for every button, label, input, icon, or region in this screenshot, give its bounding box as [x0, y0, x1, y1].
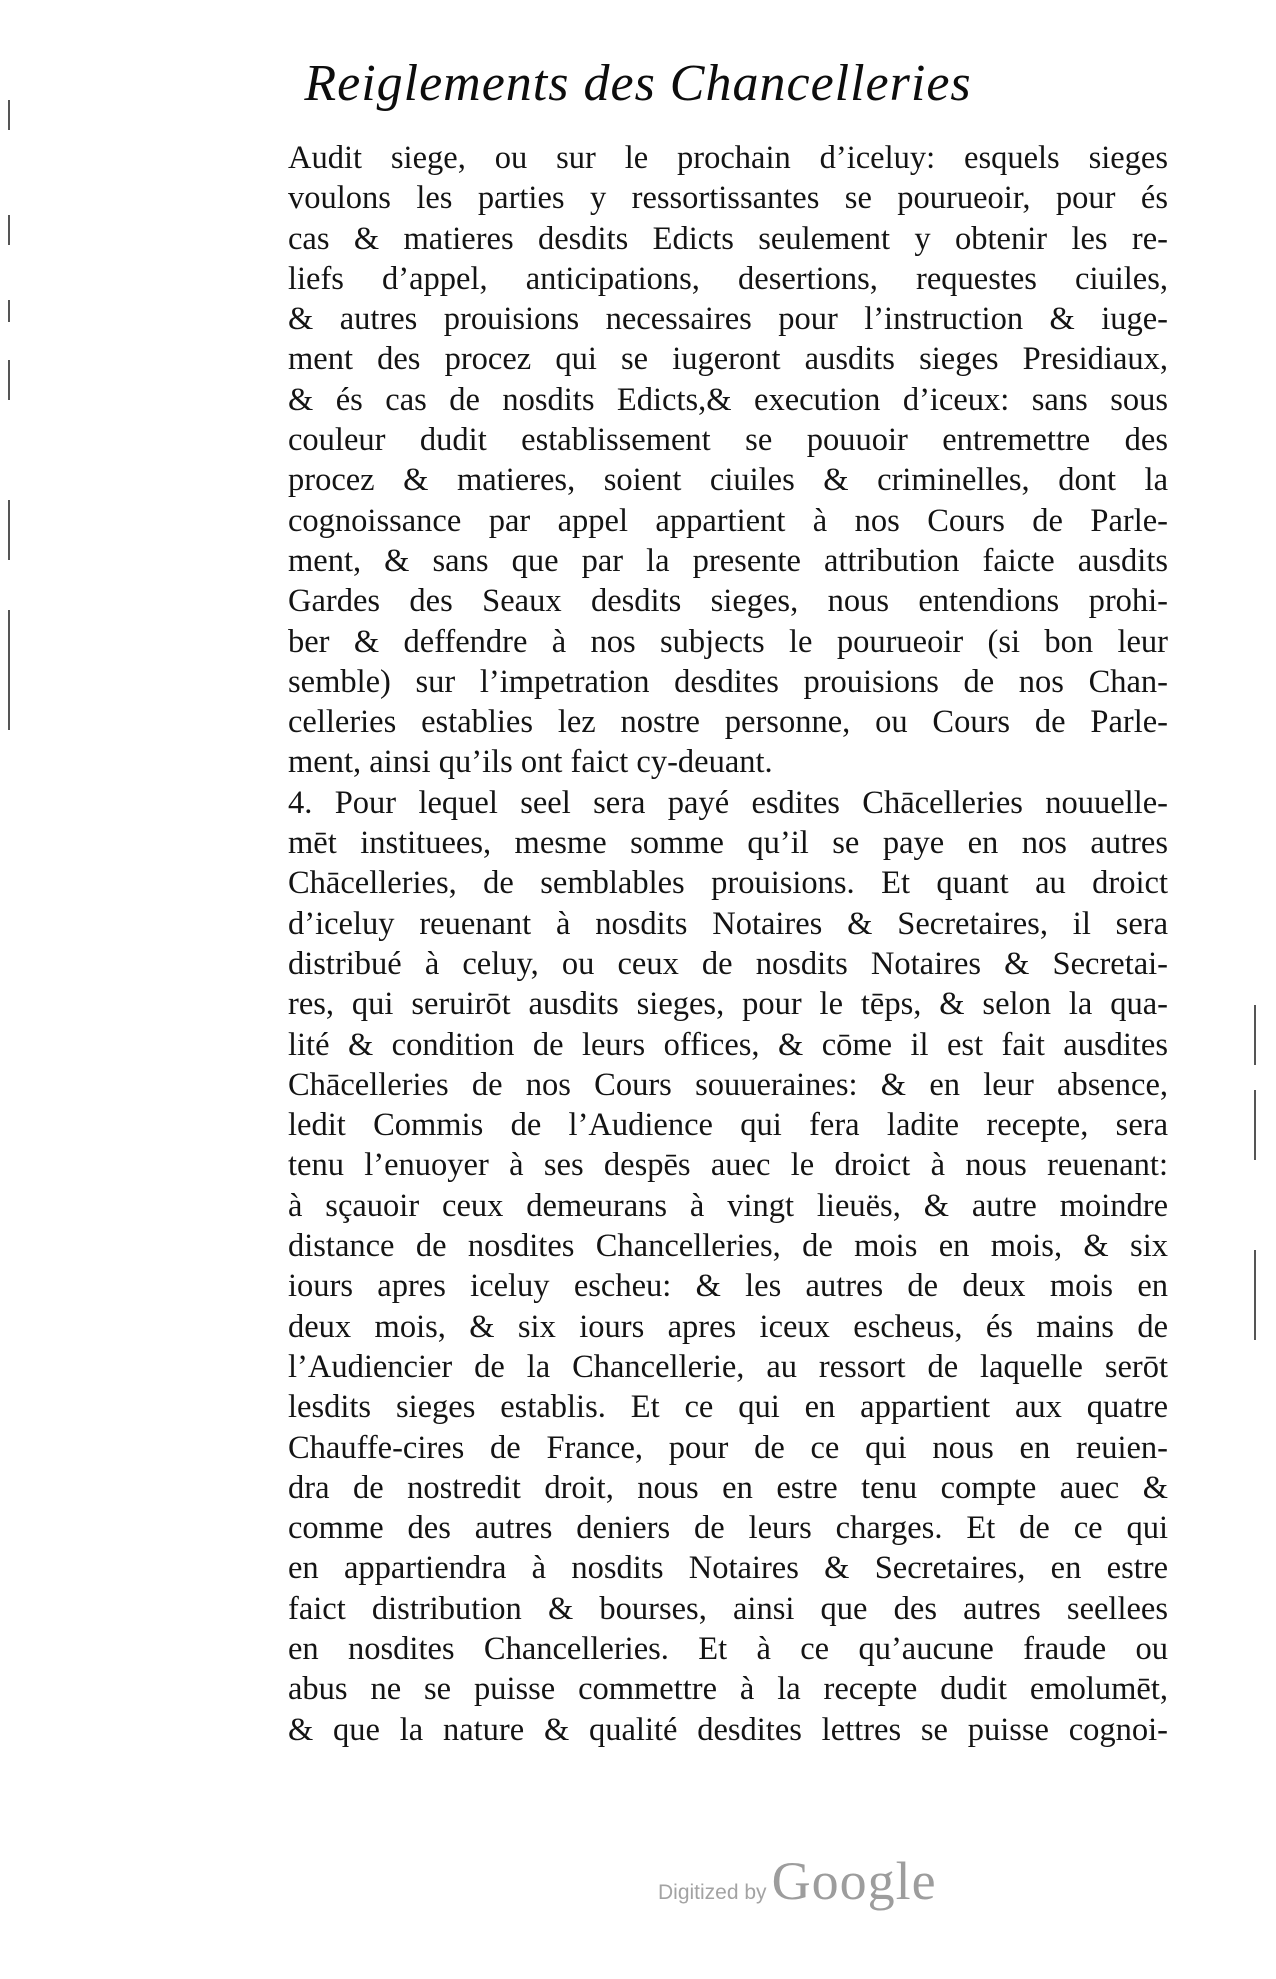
- text-line: l’Audiencier de la Chancellerie, au ressort de laquelle serōt: [288, 1348, 1168, 1385]
- margin-tick: [8, 360, 10, 400]
- text-line: cas & matieres desdits Edicts seulement y obtenir les re-: [288, 220, 1168, 257]
- text-line: abus ne se puisse commettre à la recepte dudit emolumēt,: [288, 1671, 1168, 1708]
- text-line: & que la nature & qualité desdites lettres se puisse cognoi-: [288, 1711, 1168, 1748]
- text-line: distance de nosdites Chancelleries, de mois en mois, & six: [288, 1228, 1168, 1265]
- margin-tick: [1254, 1250, 1256, 1340]
- text-line: voulons les parties y ressortissantes se pourueoir, pour és: [288, 180, 1168, 217]
- text-line: mēt instituees, mesme somme qu’il se paye en nos autres: [288, 825, 1168, 862]
- text-line: tenu l’enuoyer à ses despēs auec le droict à nous reuenant:: [288, 1147, 1168, 1184]
- text-line: couleur dudit establissement se pouuoir entremettre des: [288, 422, 1168, 459]
- margin-tick: [8, 500, 10, 560]
- text-line: d’iceluy reuenant à nosdits Notaires & Secretaires, il sera: [288, 905, 1168, 942]
- text-line: iours apres iceluy escheu: & les autres de deux mois en: [288, 1268, 1168, 1305]
- text-line: procez & matieres, soient ciuiles & criminelles, dont la: [288, 462, 1168, 499]
- text-line: dra de nostredit droit, nous en estre tenu compte auec &: [288, 1469, 1168, 1506]
- text-line: res, qui seruirōt ausdits sieges, pour le tēps, & selon la qua-: [288, 986, 1168, 1023]
- text-line: Chācelleries, de semblables prouisions. Et quant au droict: [288, 865, 1168, 902]
- body-text: [288, 138, 1168, 1750]
- text-line: en appartiendra à nosdits Notaires & Secretaires, en estre: [288, 1550, 1168, 1587]
- text-line: Audit siege, ou sur le prochain d’iceluy: esquels sieges: [288, 140, 1168, 176]
- text-line: & autres prouisions necessaires pour l’instruction & iuge-: [288, 301, 1168, 338]
- watermark-prefix: Digitized by: [658, 1881, 767, 1904]
- margin-tick: [8, 300, 10, 322]
- text-line: ment, & sans que par la presente attribution faicte ausdits: [288, 542, 1168, 579]
- margin-tick: [8, 215, 10, 245]
- text-line: Chauffe-cires de France, pour de ce qui nous en reuien-: [288, 1429, 1168, 1466]
- text-line: 4. Pour lequel seel sera payé esdites Chācelleries nouuelle-: [288, 784, 1168, 821]
- margin-tick: [1254, 1005, 1256, 1065]
- text-line: ledit Commis de l’Audience qui fera ladite recepte, sera: [288, 1107, 1168, 1144]
- google-wordmark: Google: [771, 1851, 937, 1911]
- right-margin-marks: [1250, 0, 1270, 1979]
- text-line: lesdits sieges establis. Et ce qui en appartient aux quatre: [288, 1389, 1168, 1426]
- text-line: ment des procez qui se iugeront ausdits sieges Presidiaux,: [288, 341, 1168, 378]
- text-line: Chācelleries de nos Cours souueraines: & en leur absence,: [288, 1066, 1168, 1103]
- digitized-by-google-watermark: [658, 1850, 998, 1910]
- text-line: à sçauoir ceux demeurans à vingt lieuës, & autre moindre: [288, 1187, 1168, 1224]
- text-line: ber & deffendre à nos subjects le pourueoir (si bon leur: [288, 623, 1168, 660]
- text-line: faict distribution & bourses, ainsi que des autres seellees: [288, 1590, 1168, 1627]
- left-margin-marks: [0, 0, 30, 800]
- text-line: lité & condition de leurs offices, & cōme il est fait ausdites: [288, 1026, 1168, 1063]
- text-line: en nosdites Chancelleries. Et à ce qu’aucune fraude ou: [288, 1630, 1168, 1667]
- text-line: liefs d’appel, anticipations, desertions, requestes ciuiles,: [288, 260, 1168, 297]
- running-head: Reiglements des Chancelleries: [304, 55, 972, 112]
- margin-tick: [1254, 1090, 1256, 1160]
- text-line: & és cas de nosdits Edicts,& execution d’iceux: sans sous: [288, 381, 1168, 418]
- text-line: cognoissance par appel appartient à nos Cours de Parle-: [288, 502, 1168, 539]
- text-line: deux mois, & six iours apres iceux escheus, és mains de: [288, 1308, 1168, 1345]
- margin-tick: [8, 610, 10, 730]
- text-line: celleries establies lez nostre personne, ou Cours de Parle-: [288, 704, 1168, 741]
- text-line: distribué à celuy, ou ceux de nosdits Notaires & Secretai-: [288, 945, 1168, 982]
- text-line: semble) sur l’impetration desdites prouisions de nos Chan-: [288, 663, 1168, 700]
- text-line: ment, ainsi qu’ils ont faict cy-deuant.: [288, 744, 773, 781]
- text-line: Gardes des Seaux desdits sieges, nous entendions prohi-: [288, 583, 1168, 620]
- text-line: comme des autres deniers de leurs charges. Et de ce qui: [288, 1510, 1168, 1547]
